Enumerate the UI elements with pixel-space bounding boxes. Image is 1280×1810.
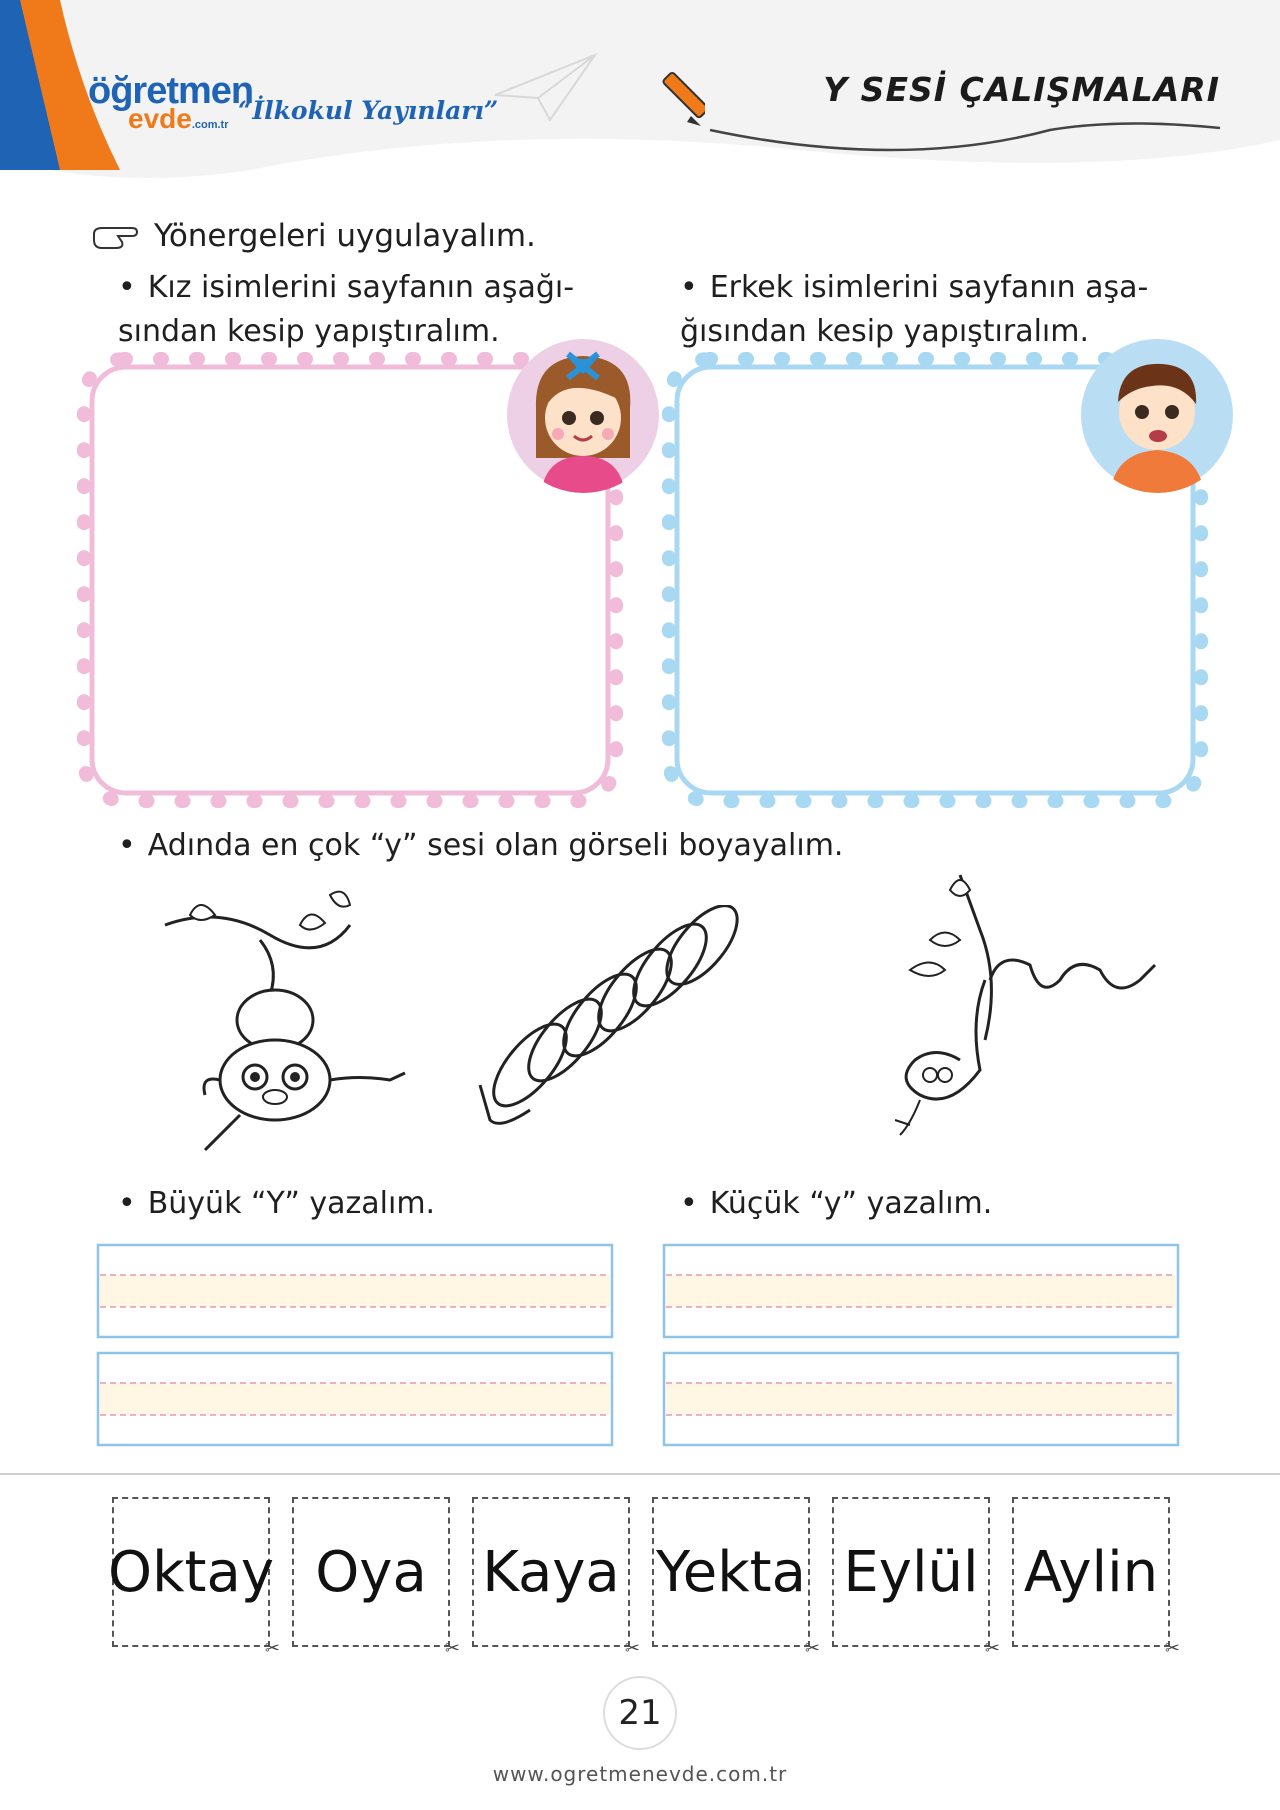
- scissors-icon: ✂: [624, 1638, 640, 1659]
- publisher-name: “İlkokul Yayınları”: [238, 96, 499, 125]
- instruction-text: Yönergeleri uygulayalım.: [154, 218, 536, 254]
- scissors-icon: ✂: [804, 1638, 820, 1659]
- scissors-icon: ✂: [984, 1638, 1000, 1659]
- monkey-icon[interactable]: [160, 885, 420, 1160]
- name-card[interactable]: Oktay ✂: [112, 1497, 270, 1647]
- pencil-icon: [645, 70, 705, 130]
- task-lower-text: • Küçük “y” yazalım.: [680, 1182, 1160, 1226]
- task-upper-text: • Büyük “Y” yazalım.: [118, 1182, 598, 1226]
- task-boys-text: • Erkek isimlerini sayfanın aşa- ğısından kesip yapıştıralım.: [680, 266, 1180, 354]
- name-card[interactable]: Aylin ✂: [1012, 1497, 1170, 1647]
- paper-plane-icon: [490, 50, 600, 130]
- lower-y-writing-lines[interactable]: [662, 1243, 1182, 1448]
- scissors-icon: ✂: [1164, 1638, 1180, 1659]
- task-color-text: • Adında en çok “y” sesi olan görseli boyayalım.: [118, 824, 1118, 868]
- cut-separator-line: [0, 1473, 1280, 1475]
- snake-icon[interactable]: [890, 870, 1170, 1145]
- upper-y-writing-lines[interactable]: [96, 1243, 616, 1448]
- scissors-icon: ✂: [444, 1638, 460, 1659]
- publisher-logo: [88, 70, 253, 135]
- spring-icon[interactable]: [470, 905, 740, 1135]
- boy-avatar-icon: [1080, 338, 1235, 493]
- name-card[interactable]: Yekta ✂: [652, 1497, 810, 1647]
- logo-sub-text: evde.com.tr: [128, 103, 229, 134]
- instruction-line: [90, 218, 536, 254]
- website-url[interactable]: www.ogretmenevde.com.tr: [492, 1762, 788, 1786]
- cutout-name-cards: [108, 1497, 1180, 1659]
- task-girls-text: • Kız isimlerini sayfanın aşağı- sından kesip yapıştıralım.: [118, 266, 598, 354]
- pointing-hand-icon: [90, 220, 140, 252]
- name-card[interactable]: Eylül ✂: [832, 1497, 990, 1647]
- girl-avatar-icon: [506, 338, 661, 493]
- page-number: 21: [603, 1676, 677, 1750]
- name-card[interactable]: Kaya ✂: [472, 1497, 630, 1647]
- page-title: Y SESİ ÇALIŞMALARI: [823, 70, 1220, 109]
- scissors-icon: ✂: [264, 1638, 280, 1659]
- name-card[interactable]: Oya ✂: [292, 1497, 450, 1647]
- logo-main-text: öğretmen: [88, 70, 254, 112]
